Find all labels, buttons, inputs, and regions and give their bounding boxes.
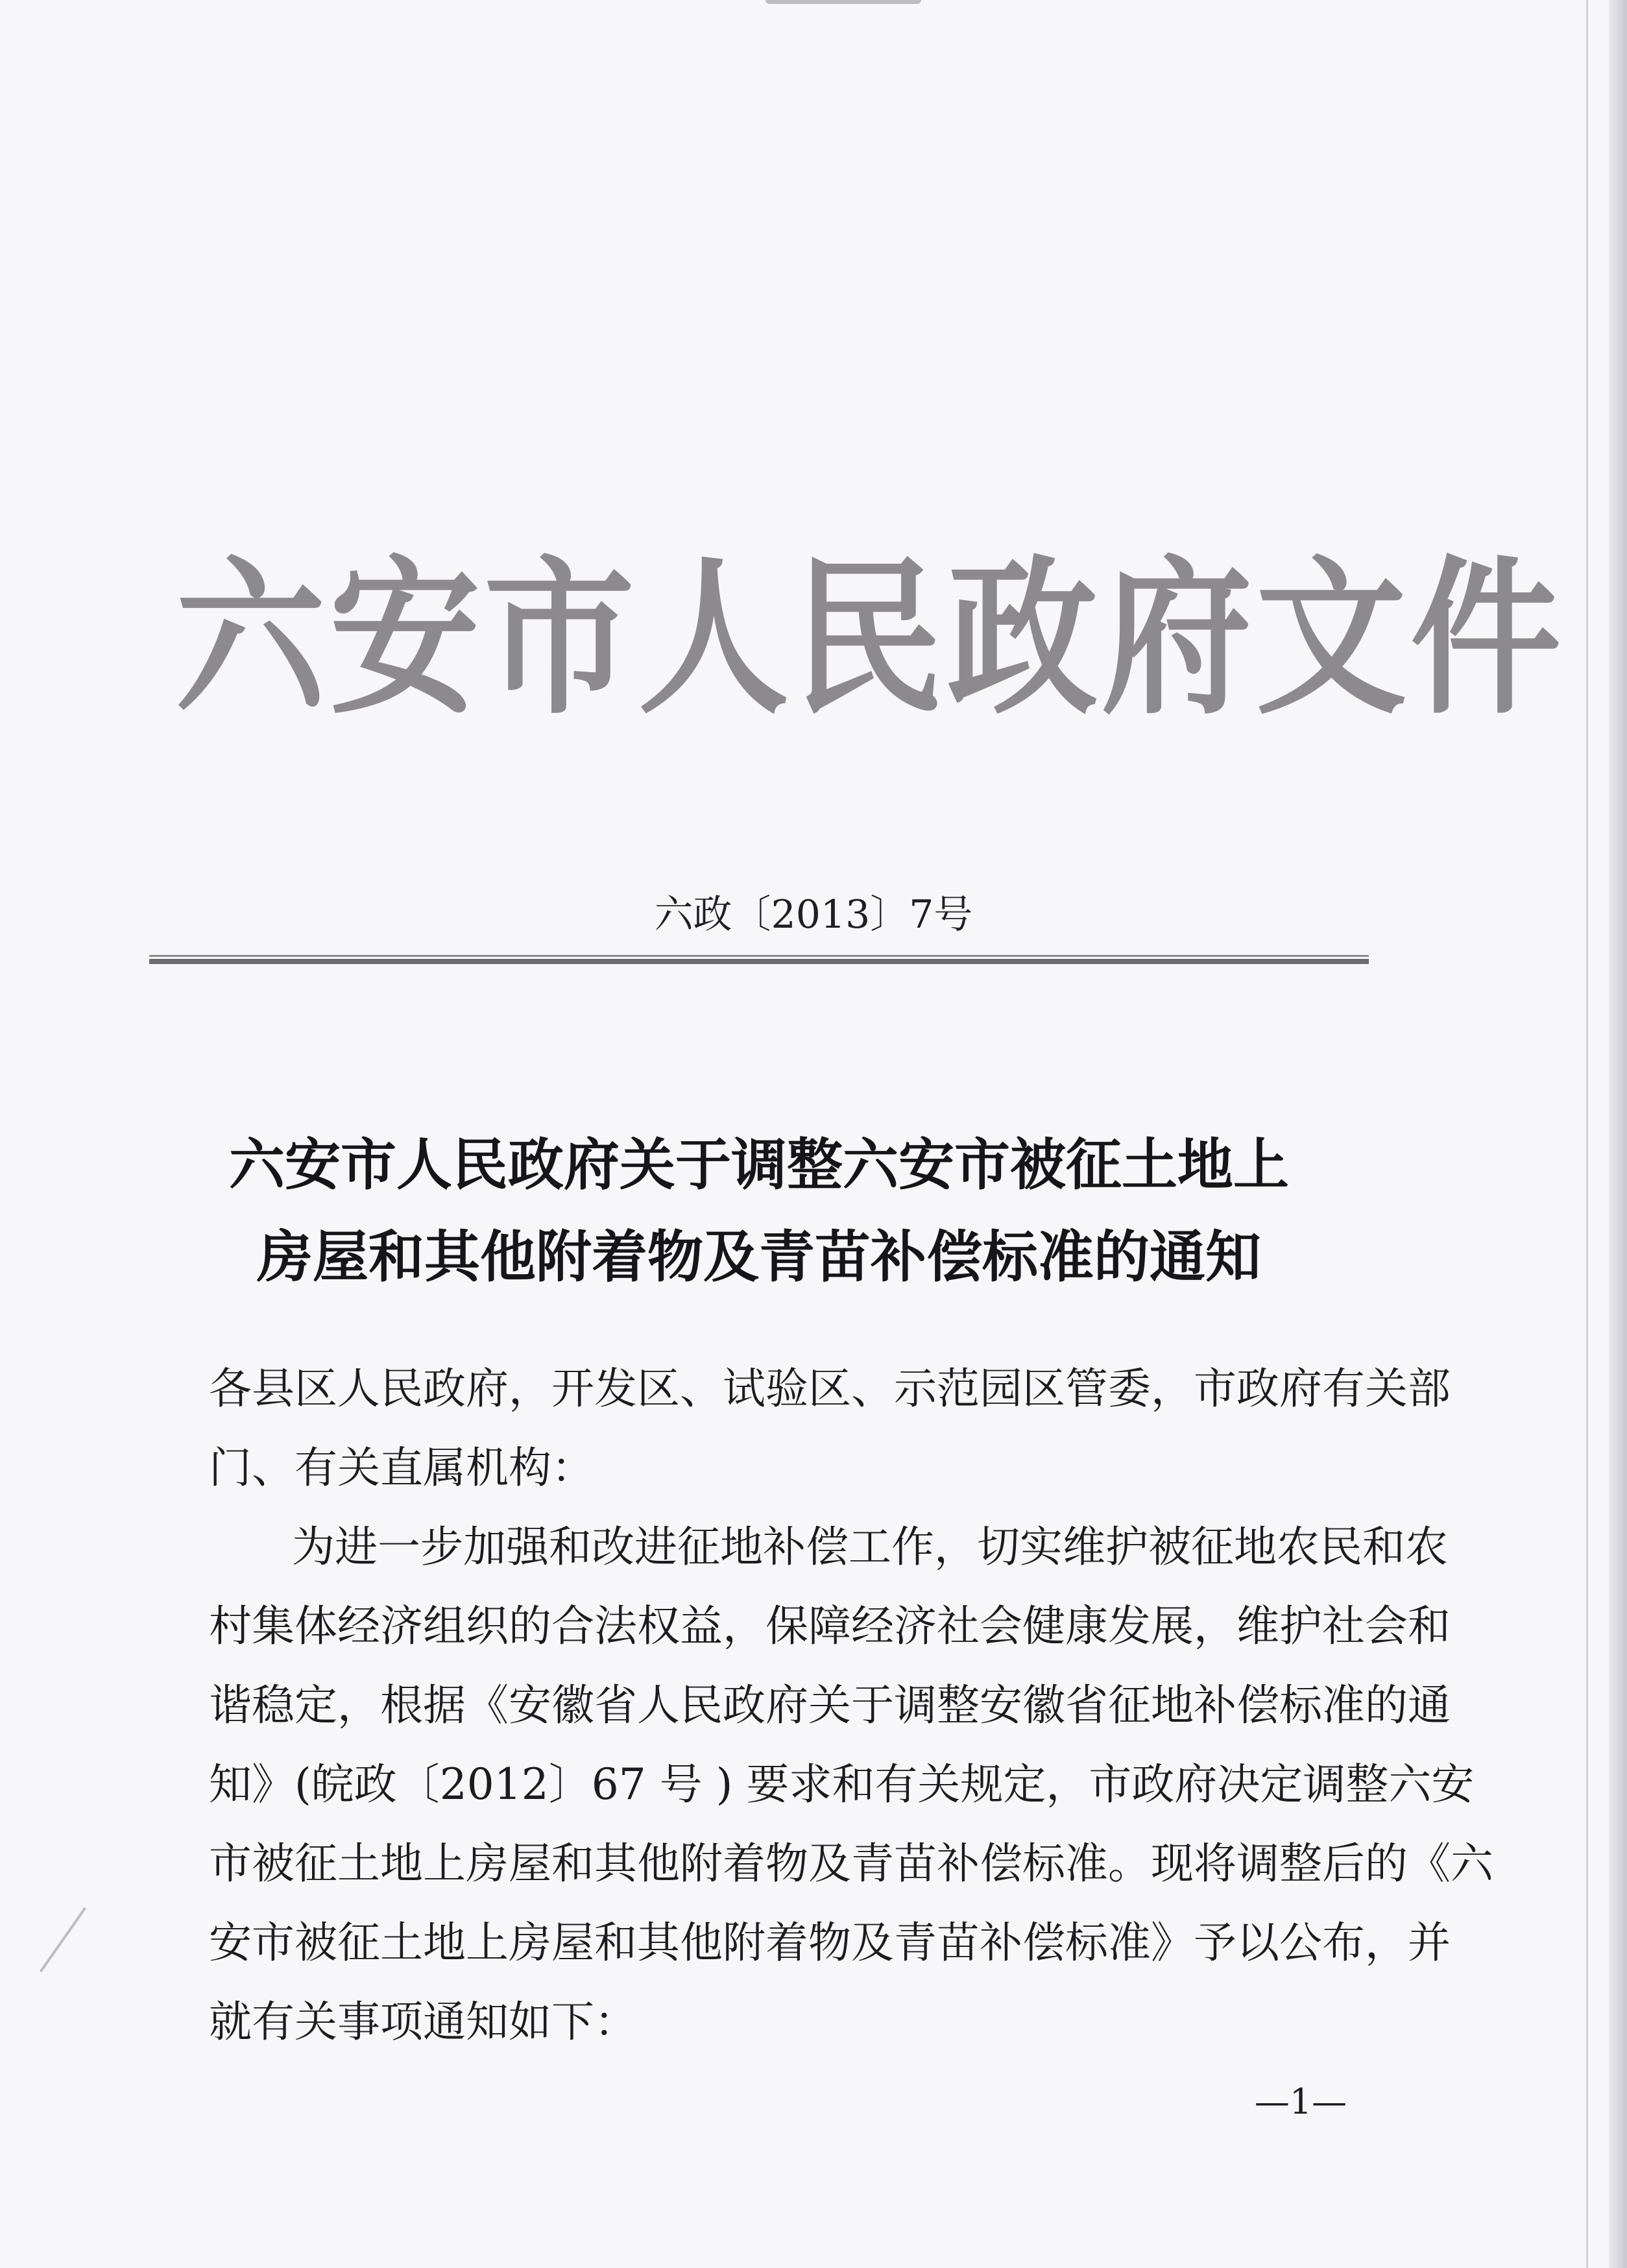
body-line: 就有关事项通知如下： (209, 1997, 637, 2047)
body-line: 村集体经济组织的合法权益，保障经济社会健康发展，维护社会和 (209, 1601, 1451, 1651)
body-line: 各县区人民政府，开发区、试验区、示范园区管委，市政府有关部 (209, 1364, 1451, 1414)
body-line: 市被征土地上房屋和其他附着物及青苗补偿标准。现将调整后的《六 (209, 1839, 1493, 1888)
scan-edge-right (1609, 0, 1627, 2268)
document-title (149, 1119, 1369, 1303)
document-number: 六政〔2013〕7号 (654, 892, 973, 937)
page-number: —1— (1254, 2081, 1347, 2122)
body-line: 知》(皖政〔2012〕67 号 ) 要求和有关规定，市政府决定调整六安 (209, 1759, 1475, 1809)
document-body (209, 1349, 1493, 2062)
body-line: 谐稳定，根据《安徽省人民政府关于调整安徽省征地补偿标准的通 (209, 1680, 1451, 1730)
scan-artifact-line (1586, 0, 1588, 2268)
body-line: 门、有关直属机构： (209, 1443, 594, 1493)
scan-artifact-top (765, 0, 921, 4)
title-line: 六安市人民政府关于调整六安市被征土地上 (229, 1132, 1289, 1198)
masthead-divider (149, 955, 1369, 964)
body-line: 为进一步加强和改进征地补偿工作，切实维护被征地农民和农 (292, 1522, 1448, 1572)
scan-artifact-left (40, 1907, 86, 1973)
document-masthead: 六安市人民政府文件 (175, 540, 1565, 738)
body-line: 安市被征土地上房屋和其他附着物及青苗补偿标准》予以公布，并 (209, 1918, 1451, 1968)
title-line: 房屋和其他附着物及青苗补偿标准的通知 (257, 1224, 1261, 1290)
